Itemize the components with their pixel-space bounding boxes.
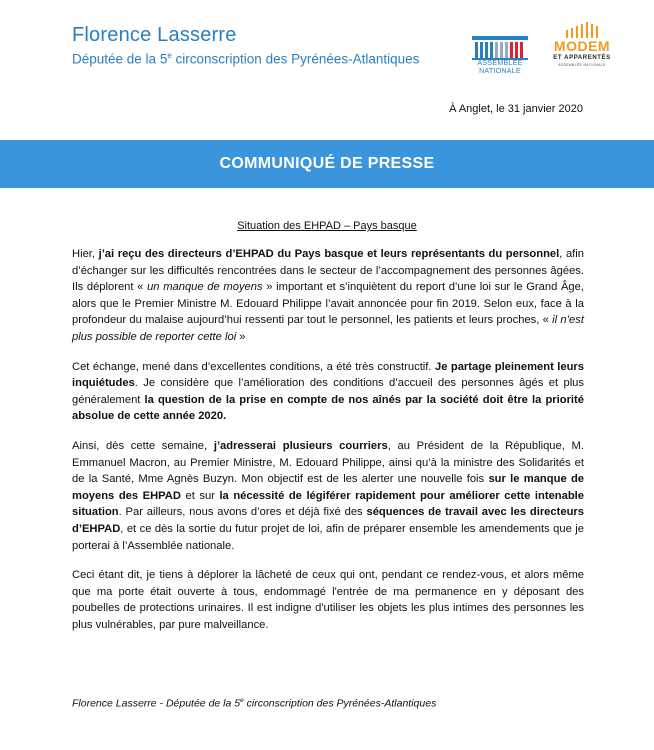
paragraph-3 [72, 438, 584, 554]
subtitle-sup: e [167, 51, 172, 60]
subtitle-post: circonscription des Pyrénées-Atlantiques [171, 51, 420, 67]
author-name: Florence Lasserre [72, 24, 237, 46]
p1-text: » [236, 330, 246, 343]
p1-text: , afin d’échanger sur les difficultés rencontrées dans le secteur de l’accompagnement des personnes âgées. Ils déplorent « [72, 248, 584, 294]
signature-pre: Florence Lasserre - Députée de la 5 [72, 697, 241, 710]
p3-bold: la nécessité de légiférer rapidement pour améliorer cette intenable situation [72, 489, 585, 519]
signature-post: circonscription des Pyrénées-Atlantiques [243, 697, 437, 710]
p3-bold: sur le manque de moyens des EHPAD [72, 473, 585, 502]
p1-italic: un manque de moyens [147, 281, 263, 294]
document-subject: Situation des EHPAD – Pays basque [237, 220, 417, 232]
banner-title: COMMUNIQUÉ DE PRESSE [219, 155, 435, 172]
p1-italic: il n’est plus possible de reporter cette loi [72, 314, 584, 343]
p3-bold: j’adresserai plusieurs courriers [213, 439, 388, 452]
press-release-banner [0, 140, 654, 188]
p3-text: et sur [180, 489, 220, 502]
document-body [72, 246, 584, 646]
p3-text: , au Président de la République, M. Emmanuel Macron, au Premier Ministre, M. Edouard Philippe, ainsi qu’à la ministre des Solidarités et de la Santé, Mme Agnès Buzyn. Mon objectif est de les alerter une nouvelle fois [72, 439, 584, 486]
paragraph-1 [72, 246, 584, 346]
p3-text: , et ce dès la sortie du futur projet de loi, afin de préparer ensemble les amendements que je porterai à l’Assemblée nationale. [72, 522, 584, 552]
p3-text: Ainsi, dès cette semaine, [72, 439, 214, 452]
modem-tiny: ASSEMBLÉE NATIONALE [558, 63, 606, 67]
p1-text: Hier, [72, 248, 99, 260]
p2-bold: la question de la prise en compte de nos aînés par la société doit être la priorité absolue de cette année 2020. [72, 393, 584, 423]
assemblee-line2: NATIONALE [479, 68, 521, 75]
p3-bold: séquences de travail avec les directeurs d’EHPAD [72, 506, 584, 535]
assemblee-line1: ASSEMBLÉE [477, 60, 523, 67]
paragraph-4: Ceci étant dit, je tiens à déplorer la lâcheté de ceux qui ont, pendant ce rendez-vous, et alors même que ma porte était ouverte à tous, endommagé l'entrée de ma permanence en y déposant des poubelles de protections urinaires. Il est indigne d'utiliser les objets les plus intimes des personnes les plus vulnérables, par pure malveillance. [72, 569, 584, 631]
paragraph-2 [72, 359, 584, 425]
p1-bold: j’ai reçu des directeurs d’EHPAD du Pays basque et leurs représentants du personnel [98, 248, 560, 260]
author-subtitle [72, 51, 419, 67]
subtitle-pre: Députée de la 5 [72, 51, 168, 67]
p2-bold: Je partage pleinement leurs inquiétudes [72, 360, 584, 390]
signature-sup: e [240, 697, 244, 704]
assemblee-logo-text [470, 60, 530, 76]
modem-name: MODEM [553, 38, 611, 54]
signature [72, 697, 436, 710]
p2-text: Cet échange, mené dans d’excellentes conditions, a été très constructif. [72, 360, 435, 373]
p3-text: . Par ailleurs, nous avons d’ores et déjà fixé des [118, 506, 367, 519]
p2-text: . Je considère que l’amélioration des conditions d’accueil des personnes âgés et plus généralement [72, 377, 584, 406]
document-date: À Anglet, le 31 janvier 2020 [449, 103, 583, 115]
p1-text: » important et s’inquiètent du report d’une loi sur le Grand Âge, alors que le Premier Ministre M. Edouard Philippe l’avait annoncée pour fin 2019. Selon eux, face à la profondeur du malaise aujourd’hui ressenti par tout le personnel, les patients et leurs proches, « [72, 281, 584, 327]
modem-sub: ET APPARENTÉS [553, 55, 611, 61]
